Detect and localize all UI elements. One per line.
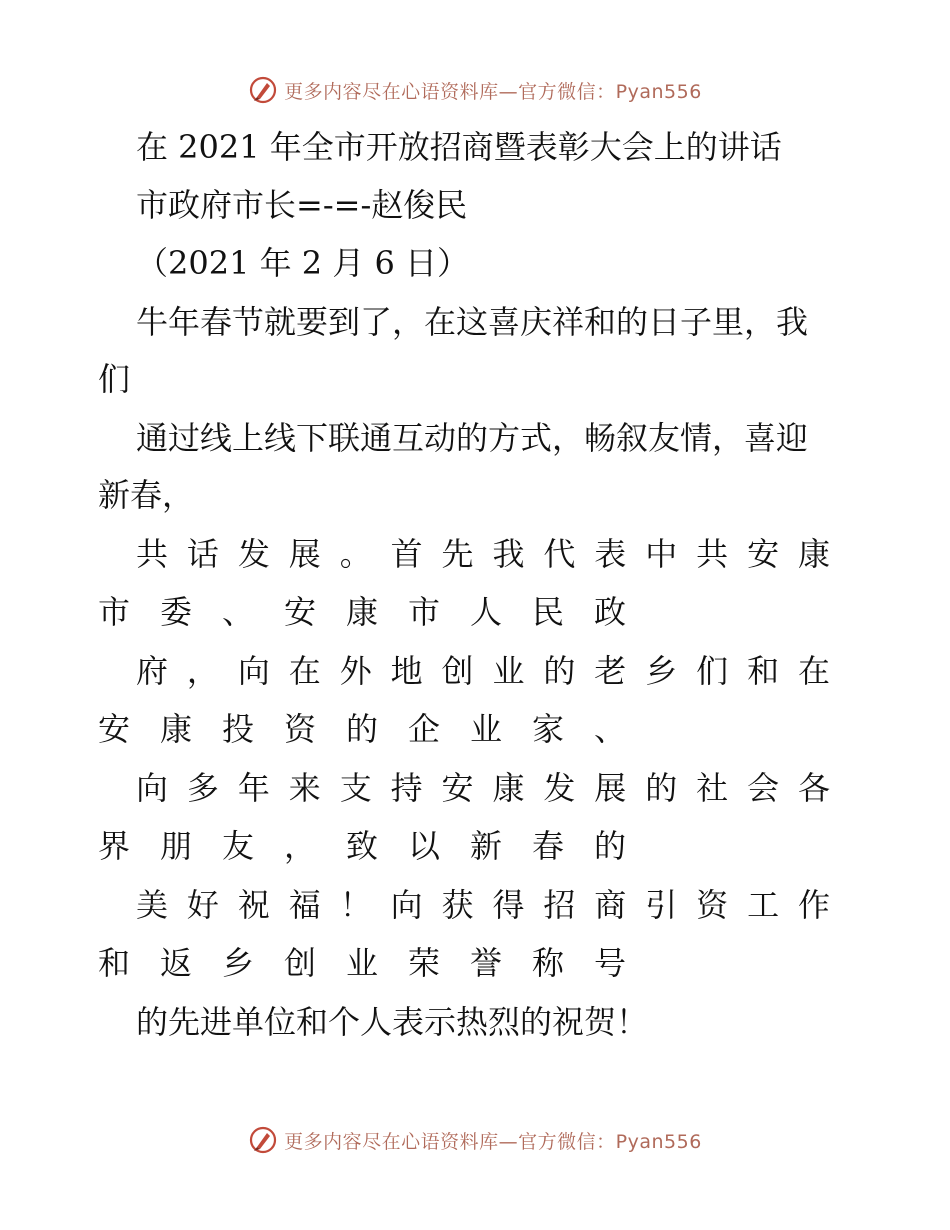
justified-char: 康 [797, 535, 830, 573]
paragraph-line: 界朋友，致以新春的 [98, 827, 657, 865]
justified-char: 福 [288, 886, 321, 924]
justified-char: ， [186, 652, 219, 690]
justified-char: 府 [136, 652, 169, 690]
watermark-banner-top [0, 72, 950, 108]
justified-char: 来 [288, 769, 321, 807]
justified-char: 获 [441, 886, 474, 924]
watermark-text: 更多内容尽在心语资料库—官方微信：Pyan556 [284, 80, 702, 103]
justified-char: 创 [441, 652, 474, 690]
justified-char: 多 [186, 769, 219, 807]
justified-char: 们 [696, 652, 729, 690]
justified-char: 安 [441, 769, 474, 807]
justified-char: 展 [594, 769, 627, 807]
justified-char: 话 [186, 535, 219, 573]
justified-char: 中 [645, 535, 678, 573]
justified-char: 先 [441, 535, 474, 573]
justified-char: 美 [136, 886, 169, 924]
pen-nib-logo-icon [248, 75, 278, 105]
justified-char: 商 [594, 886, 627, 924]
justified-char: 我 [492, 535, 525, 573]
justified-char: 安 [747, 535, 780, 573]
justified-char: 在 [797, 652, 830, 690]
justified-char: 发 [543, 769, 576, 807]
watermark-text: 更多内容尽在心语资料库—官方微信：Pyan556 [284, 1130, 702, 1153]
justified-char: 外 [339, 652, 372, 690]
justified-char: 在 [288, 652, 321, 690]
justified-char: 向 [136, 769, 169, 807]
speaker-line: 市政府市长=-=-赵俊民 [136, 186, 468, 224]
justified-char: 祝 [237, 886, 270, 924]
paragraph-line [136, 768, 830, 808]
paragraph-line: 市委、安康市人民政 [98, 593, 657, 631]
justified-char: ！ [339, 886, 372, 924]
justified-char: 好 [186, 886, 219, 924]
justified-char: 共 [696, 535, 729, 573]
justified-char: 。 [339, 535, 372, 573]
paragraph-line [136, 651, 830, 691]
paragraph-line: 安康投资的企业家、 [98, 710, 657, 748]
justified-char: 资 [696, 886, 729, 924]
date-line: （2021 年 2 月 6 日） [136, 244, 470, 282]
paragraph-line: 的先进单位和个人表示热烈的祝贺！ [136, 1003, 649, 1041]
paragraph-line: 们 [98, 360, 131, 398]
justified-char: 老 [594, 652, 627, 690]
justified-char: 乡 [645, 652, 678, 690]
justified-char: 社 [696, 769, 729, 807]
justified-char: 共 [136, 535, 169, 573]
justified-char: 招 [543, 886, 576, 924]
paragraph-line [136, 885, 830, 925]
justified-char: 首 [390, 535, 423, 573]
justified-char: 康 [492, 769, 525, 807]
justified-char: 业 [492, 652, 525, 690]
justified-char: 代 [543, 535, 576, 573]
justified-char: 会 [747, 769, 780, 807]
justified-char: 发 [237, 535, 270, 573]
justified-char: 年 [237, 769, 270, 807]
justified-char: 向 [237, 652, 270, 690]
paragraph-line: 和返乡创业荣誉称号 [98, 944, 657, 982]
paragraph-line: 通过线上线下联通互动的方式，畅叙友情，喜迎 [136, 419, 809, 457]
justified-char: 工 [747, 886, 780, 924]
justified-char: 持 [390, 769, 423, 807]
justified-char: 表 [594, 535, 627, 573]
justified-char: 地 [390, 652, 423, 690]
justified-char: 的 [645, 769, 678, 807]
paragraph-line [136, 534, 830, 574]
justified-char: 的 [543, 652, 576, 690]
justified-char: 得 [492, 886, 525, 924]
justified-char: 引 [645, 886, 678, 924]
justified-char: 支 [339, 769, 372, 807]
document-title: 在 2021 年全市开放招商暨表彰大会上的讲话 [136, 128, 782, 166]
justified-char: 各 [797, 769, 830, 807]
justified-char: 展 [288, 535, 321, 573]
pen-nib-logo-icon [248, 1125, 278, 1155]
justified-char: 向 [390, 886, 423, 924]
paragraph-line: 新春， [98, 476, 195, 514]
justified-char: 作 [797, 886, 830, 924]
justified-char: 和 [747, 652, 780, 690]
watermark-banner-bottom [0, 1122, 950, 1158]
paragraph-line: 牛年春节就要到了，在这喜庆祥和的日子里，我 [136, 303, 809, 341]
